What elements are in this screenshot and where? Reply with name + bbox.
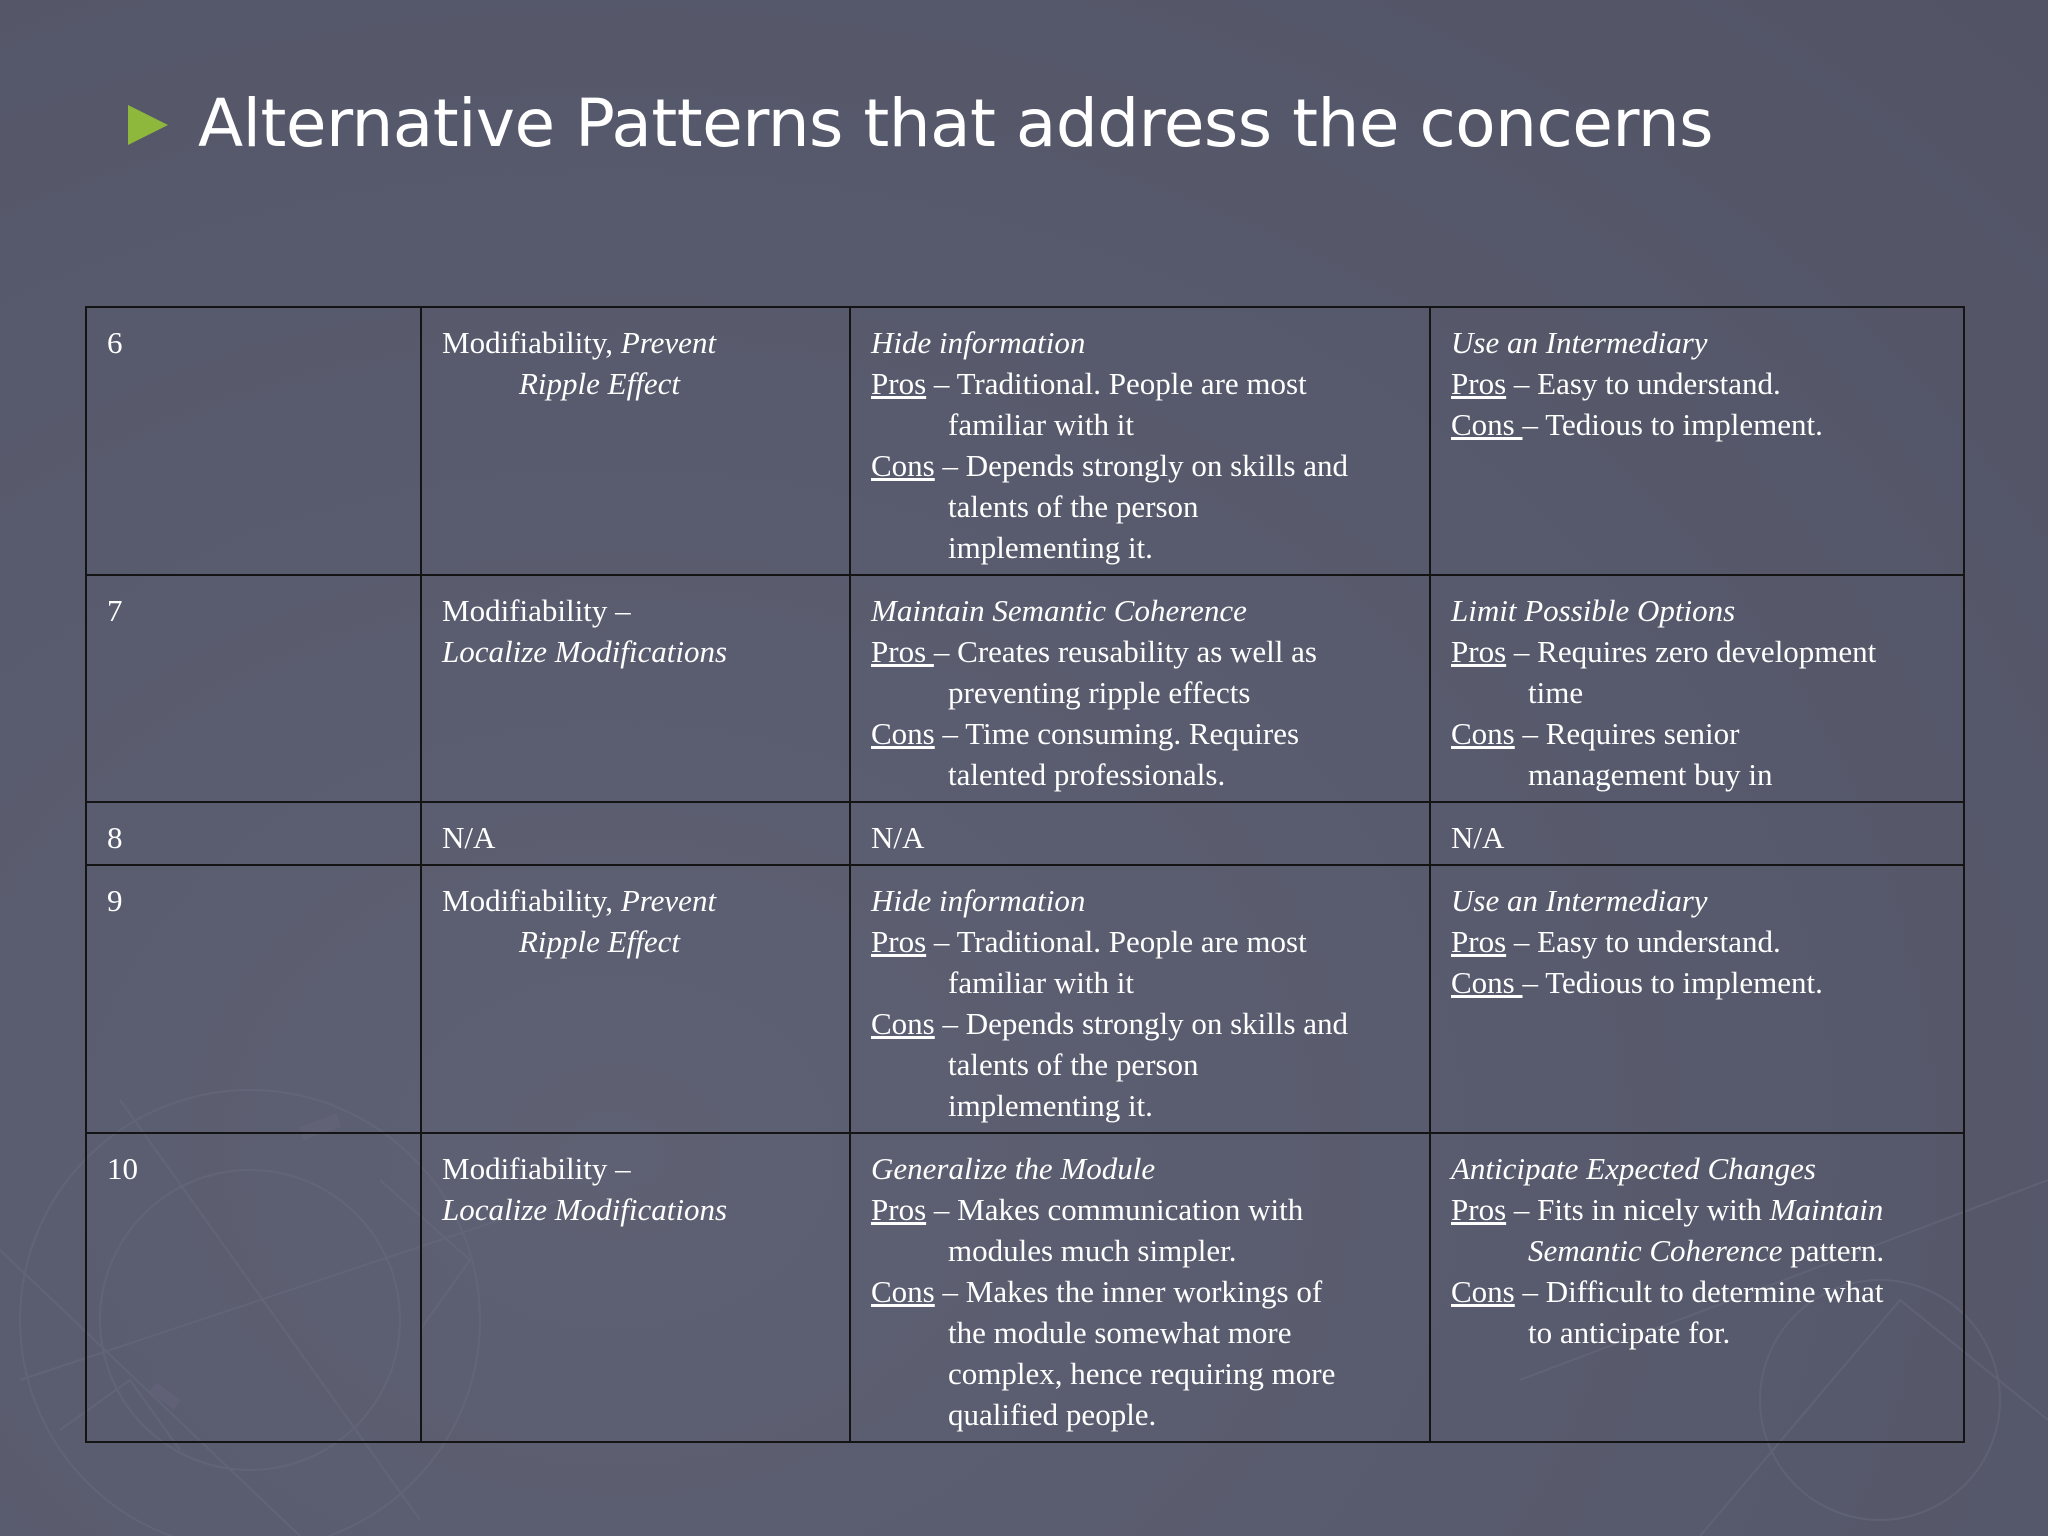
pros-text: – Creates reusability as well as — [933, 634, 1317, 669]
quality-attribute-cell — [421, 802, 850, 865]
quality-tactic: Localize Modifications — [442, 1192, 728, 1227]
tactic-cell — [1430, 1133, 1964, 1442]
pros-text: preventing ripple effects — [948, 675, 1251, 710]
cons-text: management buy in — [1528, 757, 1773, 792]
pattern-reference: Semantic Coherence — [1528, 1233, 1783, 1268]
slide-title: Alternative Patterns that address the concerns — [198, 84, 1714, 162]
row-number-cell — [86, 1133, 421, 1442]
cons-text: – Time consuming. Requires — [934, 716, 1300, 751]
row-number: 10 — [107, 1151, 138, 1186]
row-number: 9 — [107, 883, 123, 918]
pros-text: modules much simpler. — [948, 1233, 1237, 1268]
cons-label: Cons — [871, 716, 935, 751]
quality-attribute: Modifiability – — [442, 1151, 631, 1186]
pros-label: Pros — [871, 1192, 927, 1227]
tactic-name: Limit Possible Options — [1451, 593, 1736, 628]
table-row — [86, 865, 1964, 1133]
quality-attribute-cell — [421, 1133, 850, 1442]
tactic-name: Hide information — [871, 325, 1086, 360]
pros-text: – Requires zero development — [1506, 634, 1877, 669]
triangle-bullet-icon — [128, 105, 168, 145]
tactic-cell — [850, 865, 1430, 1133]
pros-text: time — [1528, 675, 1584, 710]
quality-tactic: Localize Modifications — [442, 634, 728, 669]
pros-text: – Easy to understand. — [1506, 924, 1781, 959]
tactic-name: Generalize the Module — [871, 1151, 1156, 1186]
pros-text: pattern. — [1782, 1233, 1885, 1268]
cons-text: implementing it. — [948, 530, 1153, 565]
pros-label: Pros — [1451, 1192, 1507, 1227]
quality-attribute-cell — [421, 575, 850, 802]
pros-text: – Easy to understand. — [1506, 366, 1781, 401]
quality-attribute: Modifiability – — [442, 593, 631, 628]
cons-text: – Requires senior — [1514, 716, 1740, 751]
pros-text: – Traditional. People are most — [926, 366, 1307, 401]
tactic-cell — [1430, 802, 1964, 865]
cons-text: – Difficult to determine what — [1514, 1274, 1884, 1309]
quality-tactic: Prevent — [620, 325, 717, 360]
tactic-cell — [850, 575, 1430, 802]
tactic-cell — [1430, 575, 1964, 802]
quality-attribute: Modifiability, — [442, 325, 621, 360]
pros-text: – Fits in nicely with — [1506, 1192, 1770, 1227]
cons-label: Cons — [871, 448, 935, 483]
pros-text: familiar with it — [948, 965, 1134, 1000]
cons-text: – Depends strongly on skills and — [934, 448, 1349, 483]
tactic-name: Use an Intermediary — [1451, 883, 1708, 918]
row-number-cell — [86, 307, 421, 575]
pros-label: Pros — [871, 634, 934, 669]
cons-text: to anticipate for. — [1528, 1315, 1731, 1350]
cons-text: talents of the person — [948, 1047, 1199, 1082]
pros-label: Pros — [1451, 634, 1507, 669]
quality-tactic: Ripple Effect — [519, 924, 680, 959]
pros-label: Pros — [871, 924, 927, 959]
tactic-cell — [1430, 865, 1964, 1133]
tactic-name: Hide information — [871, 883, 1086, 918]
cons-text: – Tedious to implement. — [1522, 965, 1823, 1000]
quality-tactic: Prevent — [620, 883, 717, 918]
tactic-cell — [850, 307, 1430, 575]
tactic-name: Use an Intermediary — [1451, 325, 1708, 360]
tactic-name: Anticipate Expected Changes — [1451, 1151, 1816, 1186]
tactic-name: N/A — [1451, 820, 1505, 855]
pros-text: familiar with it — [948, 407, 1134, 442]
cons-label: Cons — [871, 1274, 935, 1309]
title-row — [128, 78, 1713, 168]
cons-text: the module somewhat more — [948, 1315, 1292, 1350]
cons-text: qualified people. — [948, 1397, 1157, 1432]
quality-attribute-cell — [421, 307, 850, 575]
quality-attribute: N/A — [442, 820, 496, 855]
cons-label: Cons — [871, 1006, 935, 1041]
row-number: 6 — [107, 325, 123, 360]
row-number-cell — [86, 865, 421, 1133]
tactic-name: N/A — [871, 820, 925, 855]
cons-text: complex, hence requiring more — [948, 1356, 1336, 1391]
cons-text: talents of the person — [948, 489, 1199, 524]
table-row — [86, 307, 1964, 575]
cons-label: Cons — [1451, 407, 1523, 442]
patterns-table — [85, 306, 1965, 1443]
tactic-name: Maintain Semantic Coherence — [871, 593, 1247, 628]
row-number: 8 — [107, 820, 123, 855]
quality-attribute-cell — [421, 865, 850, 1133]
tactic-cell — [850, 1133, 1430, 1442]
pros-text: – Makes communication with — [926, 1192, 1304, 1227]
cons-text: – Makes the inner workings of — [934, 1274, 1323, 1309]
tactic-cell — [1430, 307, 1964, 575]
cons-text: implementing it. — [948, 1088, 1153, 1123]
cons-text: – Depends strongly on skills and — [934, 1006, 1349, 1041]
pros-text: – Traditional. People are most — [926, 924, 1307, 959]
row-number: 7 — [107, 593, 123, 628]
pros-label: Pros — [1451, 366, 1507, 401]
pros-label: Pros — [1451, 924, 1507, 959]
cons-label: Cons — [1451, 716, 1515, 751]
cons-label: Cons — [1451, 965, 1523, 1000]
tactic-cell — [850, 802, 1430, 865]
row-number-cell — [86, 575, 421, 802]
table-row — [86, 802, 1964, 865]
pros-label: Pros — [871, 366, 927, 401]
table-row — [86, 1133, 1964, 1442]
table-row — [86, 575, 1964, 802]
pattern-reference: Maintain — [1769, 1192, 1884, 1227]
quality-tactic: Ripple Effect — [519, 366, 680, 401]
row-number-cell — [86, 802, 421, 865]
cons-text: – Tedious to implement. — [1522, 407, 1823, 442]
quality-attribute: Modifiability, — [442, 883, 621, 918]
cons-text: talented professionals. — [948, 757, 1226, 792]
cons-label: Cons — [1451, 1274, 1515, 1309]
